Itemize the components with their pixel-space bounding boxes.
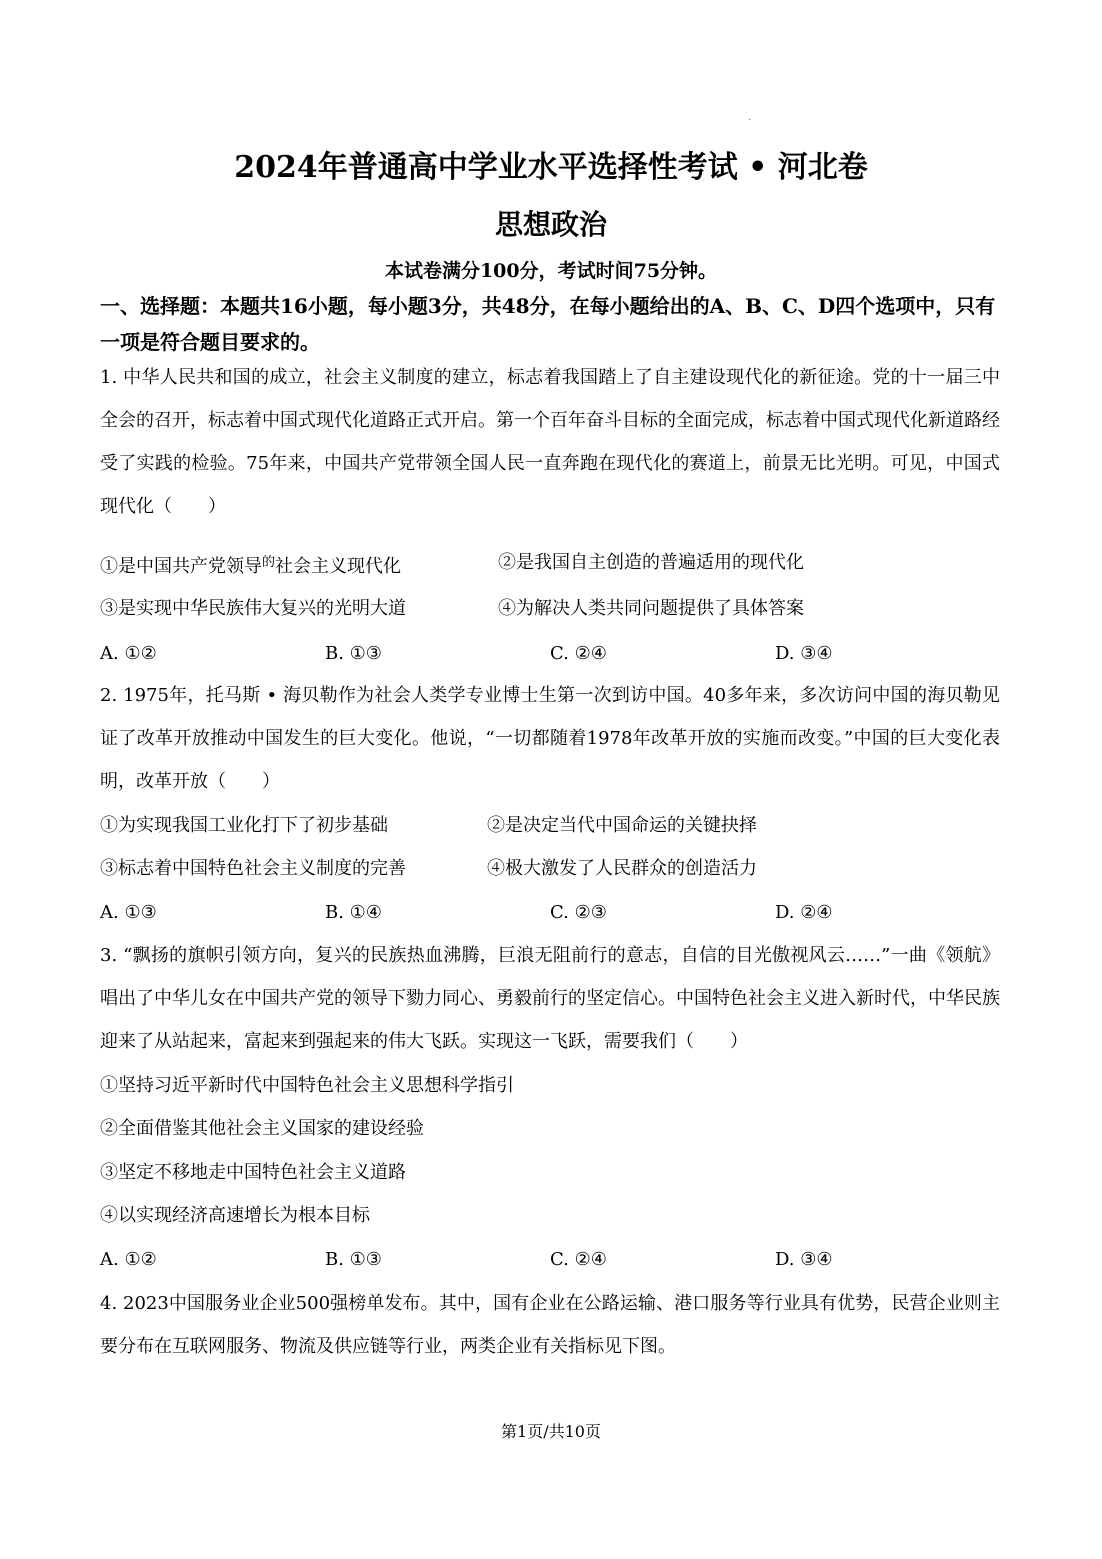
question-2-choice-a: A. ①③ bbox=[100, 902, 157, 923]
page-number: 第1页/共10页 bbox=[501, 1422, 601, 1441]
question-2-statement-3: ③标志着中国特色社会主义制度的完善 bbox=[100, 858, 406, 879]
question-2-choice-b: B. ①④ bbox=[325, 902, 382, 923]
question-3-statement-1: ①坚持习近平新时代中国特色社会主义思想科学指引 bbox=[100, 1075, 514, 1096]
question-2-statement-1: ①为实现我国工业化打下了初步基础 bbox=[100, 815, 388, 836]
question-1-choice-b: B. ①③ bbox=[325, 643, 382, 664]
question-3-choice-b: B. ①③ bbox=[325, 1249, 382, 1270]
question-1-choice-c: C. ②④ bbox=[550, 643, 607, 664]
question-3-choice-c: C. ②④ bbox=[550, 1249, 607, 1270]
question-1-statement-3: ③是实现中华民族伟大复兴的光明大道 bbox=[100, 598, 406, 619]
question-1-choice-d: D. ③④ bbox=[775, 643, 833, 664]
question-1-stem: 1. 中华人民共和国的成立，社会主义制度的建立，标志着我国踏上了自主建设现代化的新征途。党的十一届三中全会的召开，标志着中国式现代化道路正式开启。第一个百年奋斗目标的全面完成，标志着中国式现代化新道路经受了实践的检验。75年来，中国共产党带领全国人民一直奔跑在现代化的赛道上，前景无比光明。可见，中国式现代化（ ） bbox=[100, 367, 1000, 517]
question-2-choice-c: C. ②③ bbox=[550, 902, 607, 923]
question-4-stem: 4. 2023中国服务业企业500强榜单发布。其中，国有企业在公路运输、港口服务等行业具有优势，民营企业则主要分布在互联网服务、物流及供应链等行业，两类企业有关指标见下图。 bbox=[100, 1293, 1000, 1357]
question-3-statement-3: ③坚定不移地走中国特色社会主义道路 bbox=[100, 1162, 406, 1183]
exam-title: 2024年普通高中学业水平选择性考试 • 河北卷 bbox=[234, 150, 868, 185]
question-1-statement-2: ②是我国自主创造的普遍适用的现代化 bbox=[498, 552, 804, 573]
question-3-statement-2: ②全面借鉴其他社会主义国家的建设经验 bbox=[100, 1118, 424, 1139]
question-1-choice-a: A. ①② bbox=[100, 643, 157, 664]
question-3-choice-a: A. ①② bbox=[100, 1249, 157, 1270]
section-heading: 一、选择题：本题共16小题，每小题3分，共48分，在每小题给出的A、B、C、D四个选项中，只有一项是符合题目要求的。 bbox=[100, 294, 996, 354]
exam-subject: 思想政治 bbox=[494, 208, 607, 241]
question-1-statement-4: ④为解决人类共同问题提供了具体答案 bbox=[498, 598, 804, 619]
question-2-stem: 2. 1975年，托马斯 • 海贝勒作为社会人类学专业博士生第一次到访中国。40多年来，多次访问中国的海贝勒见证了改革开放推动中国发生的巨大变化。他说，“一切都随着1978年改革开放的实施而改变。”中国的巨大变化表明，改革开放（ ） bbox=[100, 685, 1000, 792]
question-3-stem: 3. “飘扬的旗帜引领方向，复兴的民族热血沸腾，巨浪无阻前行的意志，自信的目光傲视风云……”一曲《领航》唱出了中华儿女在中国共产党的领导下勠力同心、勇毅前行的坚定信心。中国特色社会主义进入新时代，中华民族迎来了从站起来，富起来到强起来的伟大飞跃。实现这一飞跃，需要我们（ ） bbox=[100, 945, 1000, 1052]
question-3-statement-4: ④以实现经济高速增长为根本目标 bbox=[100, 1205, 370, 1226]
question-1-statement-1: ①是中国共产党领导$^的$社会主义现代化 bbox=[100, 555, 402, 577]
question-2-statement-4: ④极大激发了人民群众的创造活力 bbox=[487, 858, 757, 879]
question-2-statement-2: ②是决定当代中国命运的关键抉择 bbox=[487, 815, 757, 836]
question-3-choice-d: D. ③④ bbox=[775, 1249, 833, 1270]
question-2-choice-d: D. ②④ bbox=[775, 902, 833, 923]
stray-mark: . bbox=[748, 112, 752, 123]
exam-note: 本试卷满分100分，考试时间75分钟。 bbox=[384, 260, 718, 282]
